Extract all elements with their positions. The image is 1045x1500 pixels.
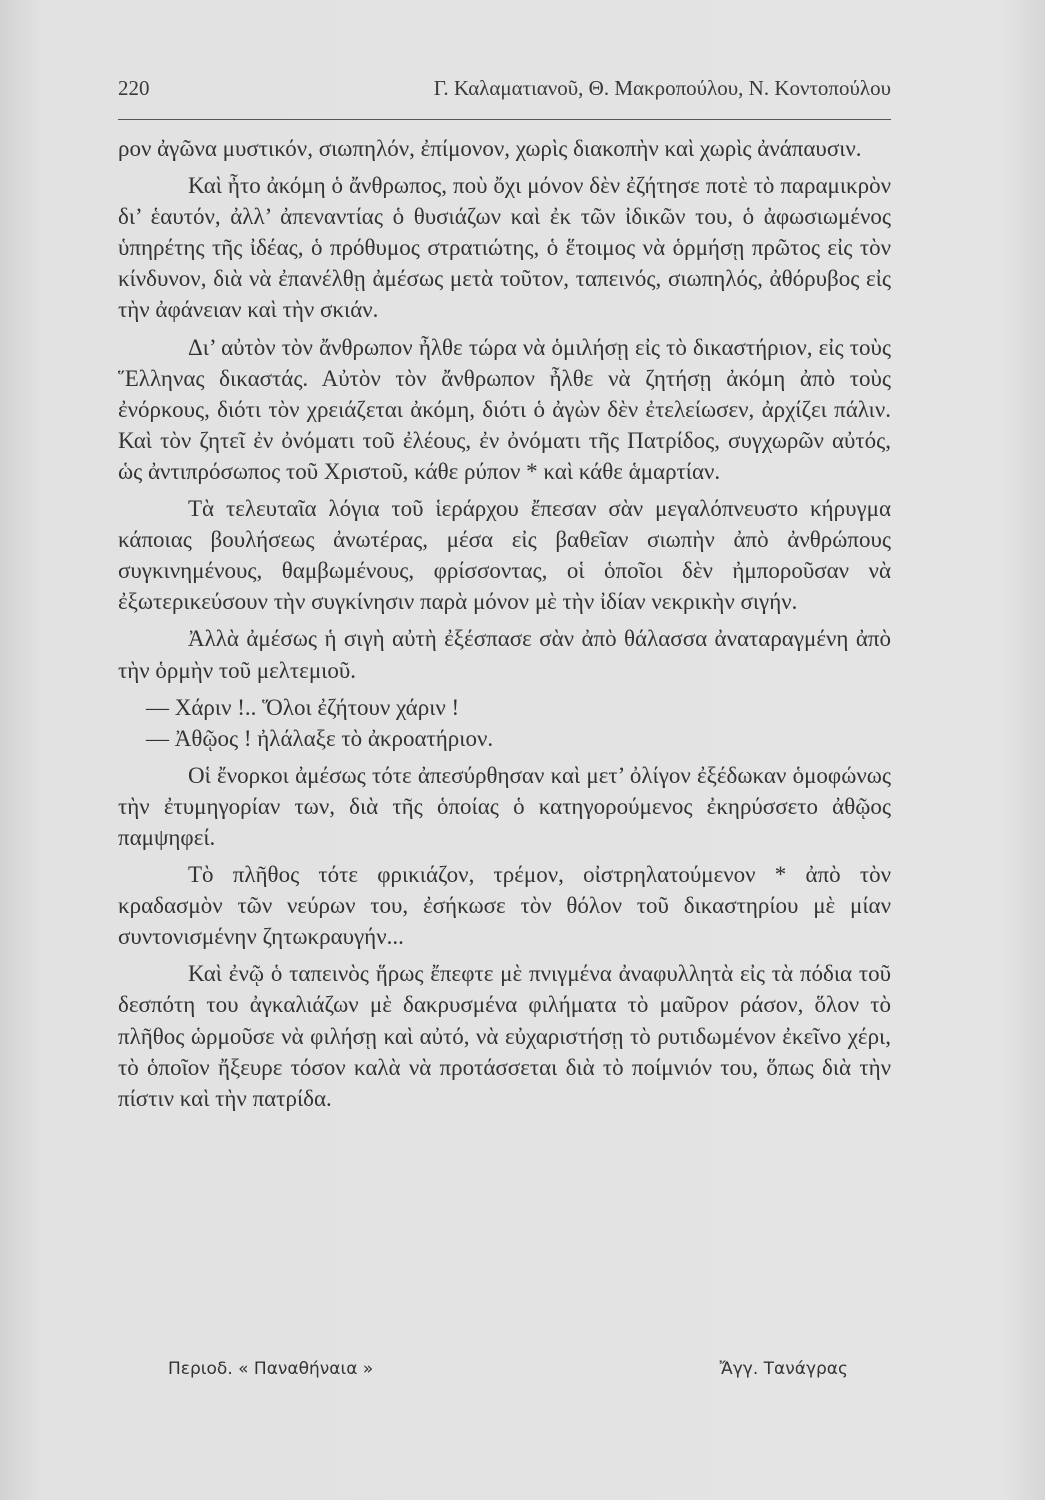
source-footer: [168, 1359, 848, 1389]
header-rule: [118, 119, 891, 120]
running-header: [118, 76, 891, 106]
footer-author: Ἄγγ. Τανάγρας: [719, 1359, 848, 1379]
paragraph: Ἀλλὰ ἀμέσως ἡ σιγὴ αὐτὴ ἐξέσπασε σὰν ἀπὸ θάλασσα ἀναταραγμένη ἀπὸ τὴν ὁρμὴν τοῦ μελτεμιοῦ.: [118, 626, 891, 683]
paragraph: Τὸ πλῆθος τότε φρικιάζον, τρέμον, οἰστρηλατούμενον * ἀπὸ τὸν κραδασμὸν τῶν νεύρων του, ἐσήκωσε τὸν θόλον τοῦ δικαστηρίου μὲ μίαν συντονισμένην ζητωκραυγήν...: [118, 862, 891, 950]
paragraph: Καὶ ἐνῷ ὁ ταπεινὸς ἥρως ἔπεφτε μὲ πνιγμένα ἀναφυλλητὰ εἰς τὰ πόδια τοῦ δεσπότη του ἀγκαλιάζων μὲ δακρυσμένα φιλήματα τὸ μαῦρον ράσον, ὅλον τὸ πλῆθος ὡρμοῦσε νὰ φιλήσῃ καὶ αὐτό, νὰ εὐχαριστήσῃ τὸ ρυτιδωμένον ἐκεῖνο χέρι, τὸ ὁποῖον ἤξευρε τόσον καλὰ νὰ προτάσσεται διὰ τὸ ποίμνιόν του, ὅπως διὰ τὴν πίστιν καὶ τὴν πατρίδα.: [118, 961, 891, 1111]
paragraph: Τὰ τελευταῖα λόγια τοῦ ἱεράρχου ἔπεσαν σὰν μεγαλόπνευστο κήρυγμα κάποιας βουλήσεως ἀνωτέρας, μέσα εἰς βαθεῖαν σιωπὴν ἀπὸ ἀνθρώπους συγκινημένους, θαμβωμένους, φρίσσοντας, οἱ ὁποῖοι δὲν ἠμποροῦσαν νὰ ἐξωτερικεύσουν τὴν συγκίνησιν παρὰ μόνον μὲ τὴν ἰδίαν νεκρικὴν σιγήν.: [118, 496, 891, 615]
header-authors: Γ. Καλαματιανοῦ, Θ. Μακροπούλου, Ν. Κοντοπούλου: [433, 76, 891, 100]
paragraph: Οἱ ἔνορκοι ἀμέσως τότε ἀπεσύρθησαν καὶ μετ’ ὀλίγον ἐξέδωκαν ὁμοφώνως τὴν ἐτυμηγορίαν των, διὰ τῆς ὁποίας ὁ κατηγορούμενος ἐκηρύσσετο ἀθῷος παμψηφεί.: [118, 762, 891, 850]
paragraph-continuation: ρον ἀγῶνα μυστικόν, σιωπηλόν, ἐπίμονον, χωρὶς διακοπὴν καὶ χωρὶς ἀνάπαυσιν.: [118, 136, 862, 161]
page-number: 220: [118, 76, 150, 100]
dialogue-line: — Χάριν !.. Ὅλοι ἐζήτουν χάριν !: [146, 694, 460, 720]
footer-source: Περιοδ. « Παναθήναια »: [168, 1359, 374, 1379]
paragraph: Καὶ ἦτο ἀκόμη ὁ ἄνθρωπος, ποὺ ὄχι μόνον δὲν ἐζήτησε ποτὲ τὸ παραμικρὸν δι’ ἑαυτόν, ἀλλ’ ἀπεναντίας ὁ θυσιάζων καὶ ἐκ τῶν ἰδικῶν του, ὁ ἀφωσιωμένος ὑπηρέτης τῆς ἰδέας, ὁ πρόθυμος στρατιώτης, ὁ ἕτοιμος νὰ ὁρμήσῃ πρῶτος εἰς τὸν κίνδυνον, διὰ νὰ ἐπανέλθῃ ἀμέσως μετὰ τοῦτον, ταπεινός, σιωπηλός, ἀθόρυβος εἰς τὴν ἀφάνειαν καὶ τὴν σκιάν.: [118, 173, 891, 323]
dialogue-line: — Ἀθῷος ! ἠλάλαξε τὸ ἀκροατήριον.: [146, 725, 494, 751]
body-text: [118, 133, 891, 1120]
paragraph: Δι’ αὐτὸν τὸν ἄνθρωπον ἦλθε τώρα νὰ ὁμιλήσῃ εἰς τὸ δικαστήριον, εἰς τοὺς Ἕλληνας δικαστάς. Αὐτὸν τὸν ἄνθρωπον ἦλθε νὰ ζητήσῃ ἀκόμη ἀπὸ τοὺς ἐνόρκους, διότι τὸν χρειάζεται ἀκόμη, διότι ὁ ἀγὼν δὲν ἐτελείωσεν, ἀρχίζει πάλιν. Καὶ τὸν ζητεῖ ἐν ὀνόματι τοῦ ἐλέους, ἐν ὀνόματι τῆς Πατρίδος, συγχωρῶν αὐτός, ὡς ἀντιπρόσωπος τοῦ Χριστοῦ, κάθε ρύπον * καὶ κάθε ἁμαρτίαν.: [118, 334, 891, 484]
